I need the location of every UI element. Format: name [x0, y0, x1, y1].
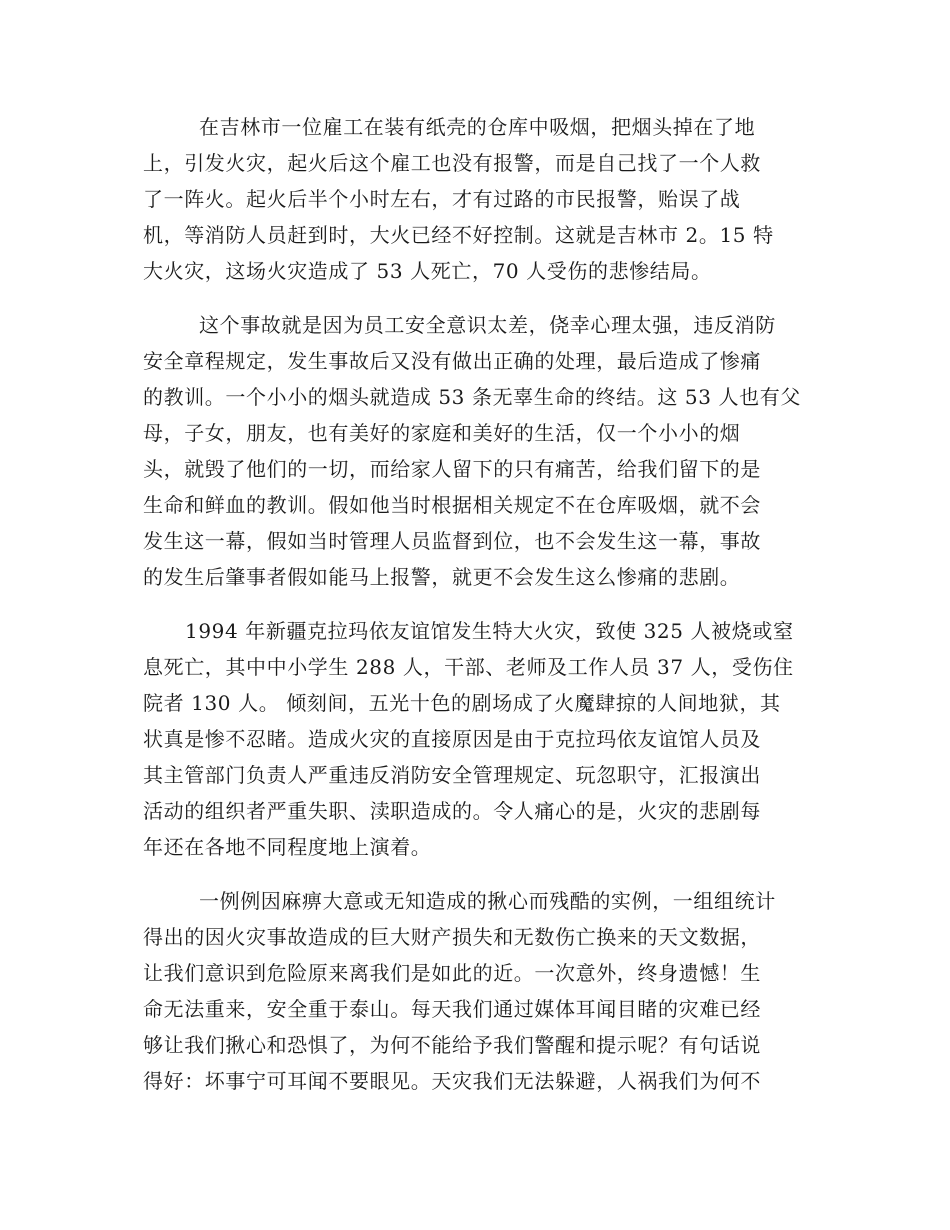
text-line: 命无法重来，安全重于泰山。每天我们通过媒体耳闻目睹的灾难已经: [143, 997, 761, 1021]
text-line: 活动的组织者严重失职、渎职造成的。令人痛心的是，火灾的悲剧每: [143, 799, 761, 823]
text-line: 得好：坏事宁可耳闻不要眼见。天灾我们无法躲避，人祸我们为何不: [143, 1069, 761, 1093]
text-line: 院者 130 人。 倾刻间，五光十色的剧场成了火魔肆掠的人间地狱，其: [143, 691, 781, 715]
text-line: 状真是惨不忍睹。造成火灾的直接原因是由于克拉玛依友谊馆人员及: [143, 727, 761, 751]
text-line: 其主管部门负责人严重违反消防安全管理规定、玩忽职守，汇报演出: [143, 763, 761, 787]
text-line: 的发生后肇事者假如能马上报警，就更不会发生这么惨痛的悲剧。: [143, 565, 741, 589]
text-line: 机，等消防人员赶到时，大火已经不好控制。这就是吉林市 2。15 特: [143, 223, 774, 247]
paragraph-4: [143, 883, 808, 1099]
text-line: 母，子女，朋友，也有美好的家庭和美好的生活，仅一个小小的烟: [143, 421, 741, 445]
paragraph-3: [143, 613, 808, 865]
text-line: 的教训。一个小小的烟头就造成 53 条无辜生命的终结。这 53 人也有父: [143, 385, 801, 409]
text-line: 发生这一幕，假如当时管理人员监督到位，也不会发生这一幕，事故: [143, 529, 761, 553]
text-line: 得出的因火灾事故造成的巨大财产损失和无数伤亡换来的天文数据，: [143, 925, 761, 949]
text-line: 上，引发火灾，起火后这个雇工也没有报警，而是自己找了一个人救: [143, 151, 761, 175]
text-line: 安全章程规定，发生事故后又没有做出正确的处理，最后造成了惨痛: [143, 349, 761, 373]
text-line: 让我们意识到危险原来离我们是如此的近。一次意外，终身遗憾！生: [143, 961, 761, 985]
text-line: 了一阵火。起火后半个小时左右，才有过路的市民报警，贻误了战: [143, 187, 741, 211]
paragraph-2: [143, 307, 808, 595]
text-line: 1994 年新疆克拉玛依友谊馆发生特大火灾，致使 325 人被烧或窒: [185, 619, 794, 643]
text-line: 年还在各地不同程度地上演着。: [143, 835, 432, 859]
text-line: 一例例因麻痹大意或无知造成的揪心而残酷的实例，一组组统计: [199, 889, 776, 913]
paragraph-1: [143, 109, 808, 289]
document-body: [143, 109, 808, 1099]
text-line: 大火灾，这场火灾造成了 53 人死亡，70 人受伤的悲惨结局。: [143, 259, 712, 283]
text-line: 够让我们揪心和恐惧了，为何不能给予我们警醒和提示呢？有句话说: [143, 1033, 761, 1057]
text-line: 在吉林市一位雇工在装有纸壳的仓库中吸烟，把烟头掉在了地: [199, 115, 756, 139]
text-line: 生命和鲜血的教训。假如他当时根据相关规定不在仓库吸烟，就不会: [143, 493, 761, 517]
text-line: 息死亡，其中中小学生 288 人，干部、老师及工作人员 37 人，受伤住: [143, 655, 794, 679]
text-line: 这个事故就是因为员工安全意识太差，侥幸心理太强，违反消防: [199, 313, 776, 337]
text-line: 头，就毁了他们的一切，而给家人留下的只有痛苦，给我们留下的是: [143, 457, 761, 481]
